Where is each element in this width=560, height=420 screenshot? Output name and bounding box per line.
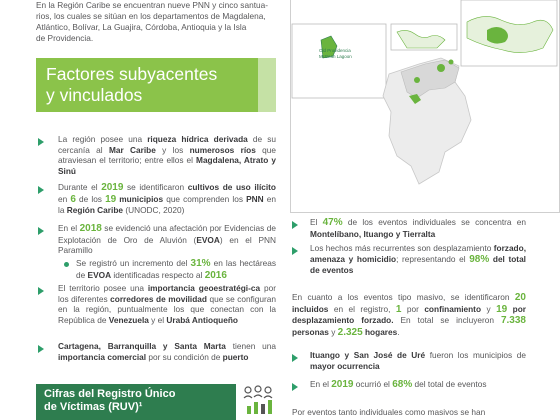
factores-title: Factores subyacentes y vinculados (46, 64, 218, 105)
bullet-evoa: En el 2018 se evidenció una afectación por Evidencias de Explotación de Oro de Aluvión (EVOA) en el PNN Paramillo (58, 223, 277, 256)
sub-bullet-dot-icon (64, 262, 69, 267)
bullet-arrow-icon (38, 345, 44, 353)
intro-line: de Providencia. (36, 33, 94, 43)
map-label: McBean Lagoon (319, 54, 352, 59)
inset-park (397, 30, 445, 48)
people-chart-icon (242, 384, 274, 414)
park-marker (449, 60, 454, 65)
inset-frame (292, 24, 386, 98)
header-accent-stripe (258, 58, 276, 112)
bullet-geostrategic: El territorio posee una importancia geoestratégi-ca por los diferentes corredores de movilidad que se configuran en la región, puntualmente los que conectan con la República de Venezuela y el Urabá Antioqueño (58, 283, 276, 325)
park-marker (437, 64, 445, 72)
stat-concentration: El 47% de los eventos individuales se concentra en Montelíbano, Ituango y Tierralta (310, 217, 526, 239)
stat-closing: Por eventos tanto individuales como masivos se han (292, 407, 486, 417)
bullet-arrow-icon (292, 221, 298, 229)
bullet-arrow-icon (38, 186, 44, 194)
bullet-crops: Durante el 2019 se identificaron cultivos de uso ilícito en 6 de los 19 municipios que comprenden los PNN en la Región Caribe (UNODC, 2020) (58, 182, 277, 216)
bullet-arrow-icon (292, 354, 298, 362)
stat-recurrent-events: Los hechos más recurrentes son desplazamiento forzado, amenaza y homicidio; representando el 98% del total de eventos (310, 243, 526, 276)
intro-line: En la Región Caribe se encuentran nueve PNN y cinco santua- (36, 0, 268, 10)
region-map (290, 0, 560, 213)
cifras-header (36, 384, 236, 420)
bullet-arrow-icon (292, 383, 298, 391)
stat-mass-events: En cuanto a los eventos tipo masivo, se identificaron 20 incluidos en el registro, 1 por confinamiento y 19 por desplazamiento forzado. En total se incluyeron 7.338 personas y 2.325 hogares. (292, 292, 527, 338)
bullet-hydric: La región posee una riqueza hídrica derivada de su cercanía al Mar Caribe y los numerosos ríos que atraviesan el territorio; entre ellos el Magdalena, Atrato y Sinú (58, 134, 277, 176)
cifras-title: Cifras del Registro Único de Víctimas (RUV)¹ (44, 388, 176, 413)
factores-header (36, 58, 276, 112)
map-label: Old Providencia (319, 48, 351, 53)
bullet-arrow-icon (292, 247, 298, 255)
intro-paragraph (36, 0, 276, 44)
bullet-arrow-icon (38, 138, 44, 146)
stat-year-2019: En el 2019 ocurrió el 68% del total de eventos (310, 379, 487, 390)
inset-park (467, 16, 553, 52)
intro-line: rios, los cuales se sitúan en los departamentos de Magdalena, (36, 11, 266, 21)
bullet-arrow-icon (38, 287, 44, 295)
park-marker (414, 77, 420, 83)
bullet-evoa-increase: Se registró un incremento del 31% en las hectáreas de EVOA identificadas respecto al 2016 (76, 258, 277, 281)
bullet-arrow-icon (38, 227, 44, 235)
bullet-ports: Cartagena, Barranquilla y Santa Marta tienen una importancia comercial por su condición de puerto (58, 341, 277, 362)
intro-line: Atlántico, Bolívar, La Guajira, Córdoba, Antioquia y la Isla (36, 22, 247, 32)
stat-municipalities: Ituango y San José de Uré fueron los municipios de mayor ocurrencia (310, 350, 526, 371)
